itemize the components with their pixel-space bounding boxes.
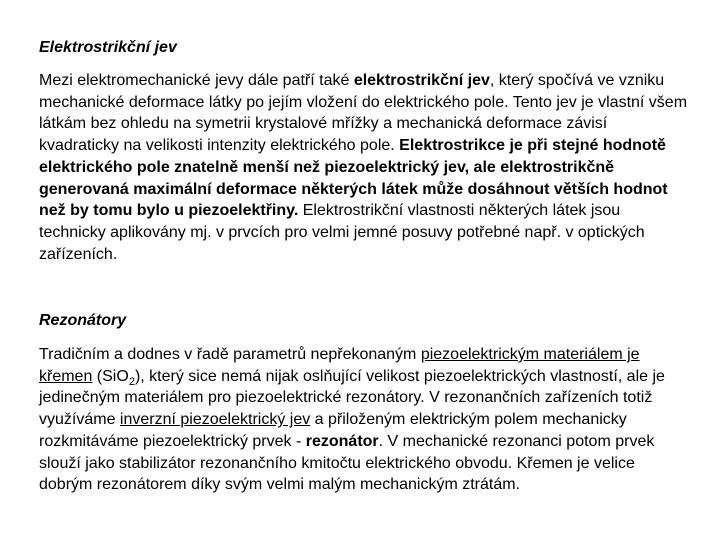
paragraph-resonators xyxy=(39,344,689,496)
paragraph-electrostriction xyxy=(39,70,689,265)
link-inverse-piezo[interactable]: inverzní piezoelektrický jev xyxy=(119,411,311,429)
text-run: Tradičním a dodnes v řadě parametrů nepřekonaným xyxy=(39,346,421,363)
text-run: . V mechanické rezonanci potom prvek slouží jako stabilizátor rezonančního kmitočtu elektrického obvodu. Křemen je velice dobrým rezonátorem díky svým velmi malým mechanickým ztrátám. xyxy=(39,432,655,494)
text-run: , který spočívá ve vzniku mechanické deformace látky po jejím vložení do elektrického pole. Tento jev je vlastní všem látkám bez ohledu na symetrii krystalové mřížky a mechanická deformace závisí kvadraticky na velikosti intenzity elektrického pole. xyxy=(39,72,688,155)
text-run: Elektrostrikční vlastnosti některých látek jsou technicky aplikovány mj. v prvcích pro velmi jemné posuvy potřebné např. v optických zařízeních. xyxy=(39,202,645,263)
link-quartz[interactable]: piezoelektrickým materiálem je křemen xyxy=(39,346,640,385)
bold-statement: Elektrostrikce je při stejné hodnotě elektrického pole znatelně menší než piezoelektrický jev, ale elektrostrikčně generovaná maximální deformace některých látek může dosáhnout větších hodnot než by tomu bylo u piezoelektřiny. xyxy=(39,137,668,220)
text-run: Mezi elektromechanické jevy dále patří také xyxy=(39,72,354,89)
text-run: ), který sice nemá nijak oslňující velikost piezoelektrických vlastností, ale je jedinečným materiálem pro piezoelektrické rezonátory. V rezonančních zařízeních totiž využíváme xyxy=(39,367,665,429)
bold-term: rezonátor xyxy=(305,432,379,450)
text-run: a přiloženým elektrickým polem mechanicky rozkmitáváme piezoelektrický prvek - xyxy=(39,411,627,450)
text-run: (SiO xyxy=(92,367,129,385)
subscript: 2 xyxy=(128,375,135,388)
section-heading-electrostriction: Elektrostrikční jev xyxy=(39,39,177,56)
section-heading-resonators: Rezonátory xyxy=(39,312,127,329)
bold-term: elektrostrikční jev xyxy=(353,72,490,89)
